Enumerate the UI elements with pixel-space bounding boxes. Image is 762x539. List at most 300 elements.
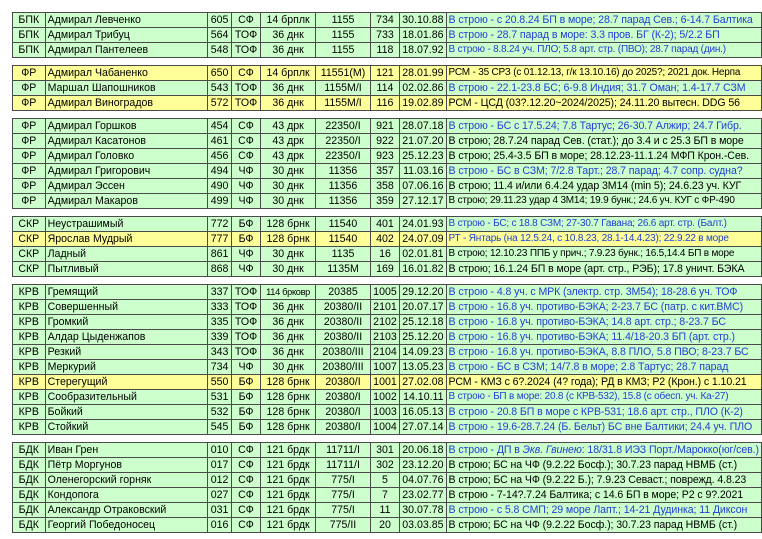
fleet-cell: СФ [232, 458, 261, 473]
ship-type-cell: БПК [13, 13, 46, 28]
pennant-number-cell: 605 [207, 13, 231, 28]
table-row [13, 518, 762, 533]
table-row [13, 96, 762, 111]
table-row [13, 390, 762, 405]
commission-date-cell: 30.10.88 [400, 13, 446, 28]
pennant-number-cell: 016 [207, 518, 231, 533]
ship-type-cell: БДК [13, 503, 46, 518]
ship-type-cell: КРВ [13, 390, 46, 405]
formation-cell: 36 днк [260, 28, 316, 43]
status-cell: В строю - 16.8 уч. противо-БЭКА; 11.4/18-20.3 БП (арт. стр.) [446, 330, 761, 345]
commission-date-cell: 28.07.18 [400, 119, 446, 134]
ship-name-cell: Адмирал Пантелеев [45, 43, 207, 58]
hull-number-cell: 121 [370, 66, 400, 81]
project-cell: 20385 [316, 285, 370, 300]
commission-date-cell: 27.12.17 [400, 194, 446, 209]
pennant-number-cell: 456 [207, 149, 231, 164]
table-row [13, 149, 762, 164]
project-cell: 20380/II [316, 330, 370, 345]
commission-date-cell: 07.06.16 [400, 179, 446, 194]
hull-number-cell: 5 [370, 473, 400, 488]
formation-cell: 128 брнк [260, 217, 316, 232]
table-row [13, 345, 762, 360]
status-cell: В строю; 11.4 и/или 6.4.24 удар 3М14 (min 5); 24.6.23 уч. КУГ [446, 179, 761, 194]
ship-name-cell: Георгий Победоносец [45, 518, 207, 533]
formation-cell: 128 брнк [260, 232, 316, 247]
commission-date-cell: 18.01.86 [400, 28, 446, 43]
ship-name-cell: Сообразительный [45, 390, 207, 405]
table-row [13, 43, 762, 58]
formation-cell: 36 днк [260, 300, 316, 315]
table-row [13, 315, 762, 330]
pennant-number-cell: 532 [207, 405, 231, 420]
table-row [13, 13, 762, 28]
ship-name-cell: Адмирал Чабаненко [45, 66, 207, 81]
fleet-cell: СФ [232, 149, 261, 164]
project-cell: 22350/I [316, 134, 370, 149]
formation-cell: 36 днк [260, 96, 316, 111]
status-cell: В строю - 22.1-23.8 БС; 6-9.8 Индия; 31.7 Оман; 1.4-17.7 СЗМ [446, 81, 761, 96]
commission-date-cell: 29.12.20 [400, 285, 446, 300]
pennant-number-cell: 772 [207, 217, 231, 232]
project-cell: 20380/III [316, 360, 370, 375]
formation-cell: 121 брдк [260, 488, 316, 503]
ship-type-cell: ФР [13, 164, 46, 179]
status-cell: В строю - ДП в Экв. Гвинею: 18/31.8 ИЭЗ Порт./Марокко(юг/сев.) [446, 443, 761, 458]
table-row [13, 81, 762, 96]
table-row [13, 134, 762, 149]
commission-date-cell: 25.12.18 [400, 315, 446, 330]
status-cell: В строю - БС в СЗМ; 14/7.8 в море; 2.8 Тартус; 28.7 парад [446, 360, 761, 375]
pennant-number-cell: 337 [207, 285, 231, 300]
table-row [13, 194, 762, 209]
ship-name-cell: Ярослав Мудрый [45, 232, 207, 247]
commission-date-cell: 27.07.14 [400, 420, 446, 435]
table-row [13, 488, 762, 503]
hull-number-cell: 2102 [370, 315, 400, 330]
ship-status-table [12, 12, 762, 533]
group-separator-cell [13, 435, 762, 443]
hull-number-cell: 359 [370, 194, 400, 209]
status-cell: РСМ - ЦСД (03?.12.20~2024/2025); 24.11.20 вытесн. DDG 56 [446, 96, 761, 111]
fleet-cell: СФ [232, 134, 261, 149]
project-cell: 1155 [316, 43, 370, 58]
status-cell: В строю - 4.8 уч. с МРК (электр. стр. 3М54); 18-28.6 уч. ТОФ [446, 285, 761, 300]
hull-number-cell: 401 [370, 217, 400, 232]
pennant-number-cell: 564 [207, 28, 231, 43]
ship-type-cell: ФР [13, 149, 46, 164]
fleet-cell: ТОФ [232, 315, 261, 330]
formation-cell: 121 брдк [260, 503, 316, 518]
hull-number-cell: 118 [370, 43, 400, 58]
hull-number-cell: 114 [370, 81, 400, 96]
ship-type-cell: КРВ [13, 315, 46, 330]
fleet-cell: СФ [232, 473, 261, 488]
hull-number-cell: 301 [370, 443, 400, 458]
pennant-number-cell: 545 [207, 420, 231, 435]
italic-destination-text: Экв. Гвинею [522, 444, 582, 456]
ship-name-cell: Иван Грен [45, 443, 207, 458]
ship-type-cell: ФР [13, 81, 46, 96]
table-row [13, 262, 762, 277]
status-cell: В строю; БС на ЧФ (9.2.22 Босф.); 30.7.23 парад НВМБ (ст.) [446, 458, 761, 473]
fleet-cell: ЧФ [232, 262, 261, 277]
hull-number-cell: 1004 [370, 420, 400, 435]
ship-type-cell: БДК [13, 473, 46, 488]
ship-name-cell: Адмирал Эссен [45, 179, 207, 194]
hull-number-cell: 733 [370, 28, 400, 43]
status-cell: В строю - 8.8.24 уч. ПЛО; 5.8 арт. стр. (ПВО); 28.7 парад (дин.) [446, 43, 761, 58]
ship-name-cell: Адмирал Головко [45, 149, 207, 164]
ship-type-cell: СКР [13, 217, 46, 232]
hull-number-cell: 1007 [370, 360, 400, 375]
formation-cell: 30 днк [260, 164, 316, 179]
pennant-number-cell: 490 [207, 179, 231, 194]
ship-name-cell: Алдар Цыденжапов [45, 330, 207, 345]
commission-date-cell: 13.05.23 [400, 360, 446, 375]
fleet-cell: СФ [232, 66, 261, 81]
hull-number-cell: 402 [370, 232, 400, 247]
status-cell: В строю - 28.7 парад в море: 3.3 пров. БГ (К-2); 5/2.2 БП [446, 28, 761, 43]
project-cell: 20380/II [316, 315, 370, 330]
group-separator [13, 277, 762, 285]
commission-date-cell: 18.07.92 [400, 43, 446, 58]
hull-number-cell: 11 [370, 503, 400, 518]
pennant-number-cell: 461 [207, 134, 231, 149]
fleet-cell: ТОФ [232, 330, 261, 345]
pennant-number-cell: 494 [207, 164, 231, 179]
ship-type-cell: БДК [13, 443, 46, 458]
pennant-number-cell: 531 [207, 390, 231, 405]
ship-name-cell: Адмирал Григорович [45, 164, 207, 179]
project-cell: 1155М/I [316, 81, 370, 96]
formation-cell: 121 брдк [260, 473, 316, 488]
hull-number-cell: 923 [370, 149, 400, 164]
formation-cell: 30 днк [260, 262, 316, 277]
status-cell: В строю - БП в море: 20.8 (с КРВ-532), 15.8 (с обесп. уч. Ка-27) [446, 390, 761, 405]
project-cell: 22350/I [316, 119, 370, 134]
pennant-number-cell: 339 [207, 330, 231, 345]
fleet-cell: БФ [232, 390, 261, 405]
formation-cell: 121 брдк [260, 443, 316, 458]
hull-number-cell: 169 [370, 262, 400, 277]
project-cell: 20380/I [316, 420, 370, 435]
commission-date-cell: 25.12.20 [400, 330, 446, 345]
commission-date-cell: 30.07.78 [400, 503, 446, 518]
ship-name-cell: Адмирал Горшков [45, 119, 207, 134]
status-cell: В строю - БС в СЗМ; 7/2.8 Тарт.; 28.7 парад; 4.7 сопр. судна? [446, 164, 761, 179]
formation-cell: 128 брнк [260, 420, 316, 435]
status-cell: В строю; БС на ЧФ (9.2.22 Б.); 7.9.23 Севаст.; поврежд. 4.8.23 [446, 473, 761, 488]
formation-cell: 36 днк [260, 315, 316, 330]
table-row [13, 285, 762, 300]
table-row [13, 420, 762, 435]
ship-name-cell: Александр Отраковский [45, 503, 207, 518]
pennant-number-cell: 499 [207, 194, 231, 209]
project-cell: 1135М [316, 262, 370, 277]
project-cell: 20380/I [316, 390, 370, 405]
status-cell: В строю; 28.7.24 парад Сев. (стат.); до 3.4 и с 25.3 БП в море [446, 134, 761, 149]
ship-type-cell: БПК [13, 28, 46, 43]
fleet-cell: БФ [232, 232, 261, 247]
hull-number-cell: 922 [370, 134, 400, 149]
group-separator [13, 111, 762, 119]
commission-date-cell: 28.01.99 [400, 66, 446, 81]
pennant-number-cell: 548 [207, 43, 231, 58]
ship-type-cell: КРВ [13, 405, 46, 420]
hull-number-cell: 16 [370, 247, 400, 262]
pennant-number-cell: 550 [207, 375, 231, 390]
commission-date-cell: 14.09.23 [400, 345, 446, 360]
formation-cell: 128 брнк [260, 405, 316, 420]
commission-date-cell: 14.10.11 [400, 390, 446, 405]
ship-name-cell: Оленегорский горняк [45, 473, 207, 488]
commission-date-cell: 25.12.23 [400, 149, 446, 164]
ship-name-cell: Резкий [45, 345, 207, 360]
project-cell: 20380/I [316, 375, 370, 390]
pennant-number-cell: 335 [207, 315, 231, 330]
table-row [13, 360, 762, 375]
table-row [13, 232, 762, 247]
status-cell: В строю - БС с 17.5.24; 7.8 Тартус; 26-30.7 Алжир; 24.7 Гибр. [446, 119, 761, 134]
ship-type-cell: КРВ [13, 285, 46, 300]
commission-date-cell: 24.07.09 [400, 232, 446, 247]
ship-type-cell: КРВ [13, 330, 46, 345]
pennant-number-cell: 777 [207, 232, 231, 247]
formation-cell: 36 днк [260, 43, 316, 58]
project-cell: 20380/II [316, 300, 370, 315]
group-separator [13, 435, 762, 443]
status-cell: В строю; 16.1.24 БП в море (арт. стр., РЭБ); 17.8 уничт. БЭКА [446, 262, 761, 277]
commission-date-cell: 03.03.85 [400, 518, 446, 533]
formation-cell: 30 днк [260, 360, 316, 375]
hull-number-cell: 358 [370, 179, 400, 194]
fleet-cell: ТОФ [232, 81, 261, 96]
project-cell: 11540 [316, 217, 370, 232]
ship-type-cell: КРВ [13, 300, 46, 315]
fleet-cell: ТОФ [232, 43, 261, 58]
table-row [13, 300, 762, 315]
group-separator-cell [13, 277, 762, 285]
fleet-cell: БФ [232, 420, 261, 435]
commission-date-cell: 24.01.93 [400, 217, 446, 232]
fleet-cell: ТОФ [232, 300, 261, 315]
hull-number-cell: 302 [370, 458, 400, 473]
table-row [13, 330, 762, 345]
fleet-cell: ТОФ [232, 96, 261, 111]
project-cell: 775/I [316, 488, 370, 503]
ship-type-cell: СКР [13, 247, 46, 262]
pennant-number-cell: 861 [207, 247, 231, 262]
hull-number-cell: 2104 [370, 345, 400, 360]
ship-type-cell: КРВ [13, 420, 46, 435]
commission-date-cell: 11.03.16 [400, 164, 446, 179]
hull-number-cell: 1003 [370, 405, 400, 420]
ship-type-cell: БДК [13, 518, 46, 533]
fleet-cell: ТОФ [232, 345, 261, 360]
status-cell: РСМ - КМЗ с 6?.2024 (4? года); РД в КМЗ; Р2 (Крон.) с 1.10.21 [446, 375, 761, 390]
formation-cell: 30 днк [260, 247, 316, 262]
pennant-number-cell: 572 [207, 96, 231, 111]
ship-name-cell: Совершенный [45, 300, 207, 315]
hull-number-cell: 2101 [370, 300, 400, 315]
ship-status-table-wrapper [12, 12, 762, 533]
formation-cell: 14 брплк [260, 66, 316, 81]
group-separator-cell [13, 209, 762, 217]
ship-name-cell: Адмирал Макаров [45, 194, 207, 209]
formation-cell: 14 брплк [260, 13, 316, 28]
pennant-number-cell: 868 [207, 262, 231, 277]
table-row [13, 503, 762, 518]
commission-date-cell: 02.02.86 [400, 81, 446, 96]
pennant-number-cell: 010 [207, 443, 231, 458]
hull-number-cell: 734 [370, 13, 400, 28]
commission-date-cell: 23.12.20 [400, 458, 446, 473]
pennant-number-cell: 012 [207, 473, 231, 488]
table-row [13, 119, 762, 134]
project-cell: 11356 [316, 179, 370, 194]
ship-name-cell: Адмирал Виноградов [45, 96, 207, 111]
pennant-number-cell: 454 [207, 119, 231, 134]
hull-number-cell: 921 [370, 119, 400, 134]
ship-name-cell: Адмирал Левченко [45, 13, 207, 28]
table-row [13, 179, 762, 194]
table-row [13, 28, 762, 43]
hull-number-cell: 7 [370, 488, 400, 503]
project-cell: 11711/I [316, 443, 370, 458]
status-cell: В строю - с 20.8.24 БП в море; 28.7 парад Сев.; 6-14.7 Балтика [446, 13, 761, 28]
pennant-number-cell: 543 [207, 81, 231, 96]
project-cell: 775/II [316, 518, 370, 533]
pennant-number-cell: 333 [207, 300, 231, 315]
commission-date-cell: 27.02.08 [400, 375, 446, 390]
ship-type-cell: ФР [13, 134, 46, 149]
commission-date-cell: 19.02.89 [400, 96, 446, 111]
ship-type-cell: БДК [13, 488, 46, 503]
project-cell: 1135 [316, 247, 370, 262]
ship-name-cell: Стерегущий [45, 375, 207, 390]
table-row [13, 164, 762, 179]
group-separator-cell [13, 111, 762, 119]
table-row [13, 66, 762, 81]
formation-cell: 121 брдк [260, 458, 316, 473]
project-cell: 11356 [316, 194, 370, 209]
project-cell: 775/I [316, 503, 370, 518]
fleet-cell: ЧФ [232, 360, 261, 375]
ship-name-cell: Меркурий [45, 360, 207, 375]
ship-type-cell: ФР [13, 179, 46, 194]
pennant-number-cell: 017 [207, 458, 231, 473]
status-cell: В строю - 19.6-28.7.24 (Б. Бельт) БС вне Балтики; 24.4 уч. ПЛО [446, 420, 761, 435]
hull-number-cell: 20 [370, 518, 400, 533]
commission-date-cell: 20.07.17 [400, 300, 446, 315]
hull-number-cell: 1001 [370, 375, 400, 390]
project-cell: 1155 [316, 13, 370, 28]
status-cell: В строю; 25.4-3.5 БП в море; 28.12.23-11.1.24 МФП Крон.-Сев. [446, 149, 761, 164]
fleet-cell: ЧФ [232, 164, 261, 179]
status-cell: В строю - 16.8 уч. противо-БЭКА; 2-23.7 БС (патр. с кит.ВМС) [446, 300, 761, 315]
formation-cell: 30 днк [260, 194, 316, 209]
table-row [13, 405, 762, 420]
ship-type-cell: БДК [13, 458, 46, 473]
status-cell: В строю - 20.8 БП в море с КРВ-531; 18.6 арт. стр., ПЛО (К-2) [446, 405, 761, 420]
formation-cell: 43 дрк [260, 119, 316, 134]
ship-name-cell: Стойкий [45, 420, 207, 435]
ship-name-cell: Адмирал Касатонов [45, 134, 207, 149]
fleet-cell: БФ [232, 375, 261, 390]
group-separator [13, 209, 762, 217]
commission-date-cell: 02.01.81 [400, 247, 446, 262]
project-cell: 11551(М) [316, 66, 370, 81]
ship-name-cell: Гремящий [45, 285, 207, 300]
ship-type-cell: КРВ [13, 345, 46, 360]
table-row [13, 247, 762, 262]
formation-cell: 43 дрк [260, 134, 316, 149]
formation-cell: 30 днк [260, 179, 316, 194]
fleet-cell: ЧФ [232, 194, 261, 209]
formation-cell: 114 брковр [260, 285, 316, 300]
table-row [13, 443, 762, 458]
ship-type-cell: ФР [13, 66, 46, 81]
project-cell: 1155 [316, 28, 370, 43]
project-cell: 11356 [316, 164, 370, 179]
formation-cell: 36 днк [260, 81, 316, 96]
formation-cell: 36 днк [260, 330, 316, 345]
hull-number-cell: 1005 [370, 285, 400, 300]
ship-name-cell: Громкий [45, 315, 207, 330]
status-cell: В строю - 16.8 уч. противо-БЭКА; 14.8 арт. стр.; 8-23.7 БС [446, 315, 761, 330]
pennant-number-cell: 027 [207, 488, 231, 503]
fleet-cell: ЧФ [232, 247, 261, 262]
status-cell: В строю - БС; с 18.8 СЗМ; 27-30.7 Гавана; 26.6 арт. стр. (Балт.) [446, 217, 761, 232]
fleet-cell: СФ [232, 488, 261, 503]
table-row [13, 473, 762, 488]
status-cell: В строю; БС на ЧФ (9.2.22 Босф.); 30.7.23 парад НВМБ (ст.) [446, 518, 761, 533]
project-cell: 20380/I [316, 405, 370, 420]
status-cell: В строю - 7-14?.7.24 Балтика; с 14.6 БП в море; Р2 с 9?.2021 [446, 488, 761, 503]
project-cell: 22350/I [316, 149, 370, 164]
ship-name-cell: Бойкий [45, 405, 207, 420]
status-cell: РТ - Янтарь (на 12.5.24, с 10.8.23, 28.1-14.4.23); 22.9.22 в море [446, 232, 761, 247]
ship-type-cell: СКР [13, 262, 46, 277]
commission-date-cell: 16.05.13 [400, 405, 446, 420]
status-cell: РСМ - 35 СРЗ (с 01.12.13, г/к 13.10.16) до 2025?; 2021 док. Нерпа [446, 66, 761, 81]
formation-cell: 121 брдк [260, 518, 316, 533]
group-separator [13, 58, 762, 66]
group-separator-cell [13, 58, 762, 66]
formation-cell: 43 дрк [260, 149, 316, 164]
table-row [13, 375, 762, 390]
ship-name-cell: Маршал Шапошников [45, 81, 207, 96]
ship-name-cell: Пётр Моргунов [45, 458, 207, 473]
fleet-cell: СФ [232, 443, 261, 458]
project-cell: 20380/III [316, 345, 370, 360]
commission-date-cell: 16.01.82 [400, 262, 446, 277]
fleet-cell: СФ [232, 503, 261, 518]
commission-date-cell: 23.02.77 [400, 488, 446, 503]
project-cell: 775/I [316, 473, 370, 488]
fleet-cell: СФ [232, 119, 261, 134]
ship-name-cell: Ладный [45, 247, 207, 262]
table-row [13, 217, 762, 232]
hull-number-cell: 357 [370, 164, 400, 179]
formation-cell: 36 днк [260, 345, 316, 360]
fleet-cell: ТОФ [232, 28, 261, 43]
ship-name-cell: Пытливый [45, 262, 207, 277]
ship-name-cell: Адмирал Трибуц [45, 28, 207, 43]
hull-number-cell: 116 [370, 96, 400, 111]
ship-type-cell: КРВ [13, 375, 46, 390]
